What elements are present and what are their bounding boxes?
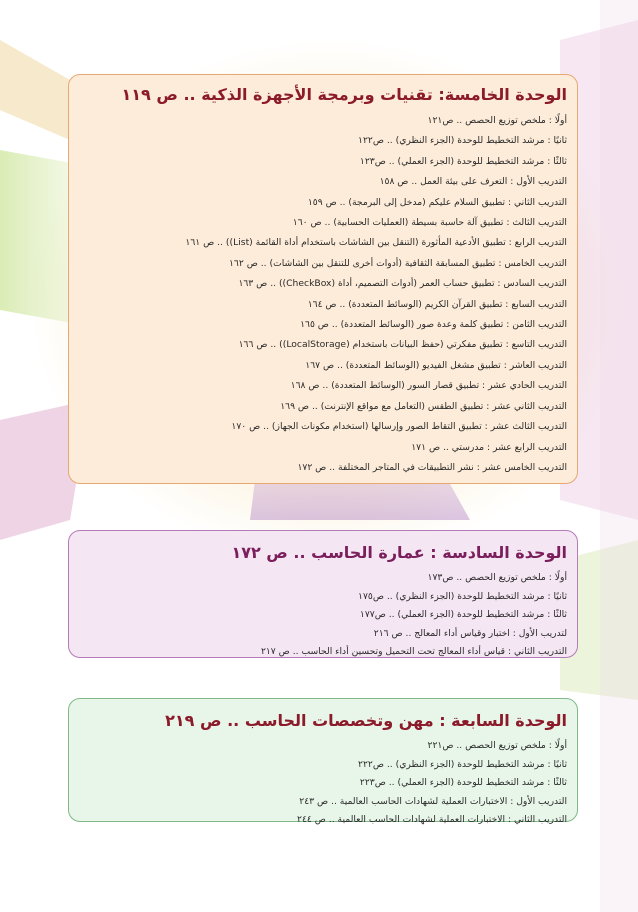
list-item: لتدريب الأول : اختبار وقياس أداء المعالج .. ص ٢١٦ — [373, 627, 567, 639]
list-item: ثانيًا : مرشد التخطيط للوحدة (الجزء النظري) .. ص١٧٥ — [358, 590, 567, 602]
list-item: ثالثًا : مرشد التخطيط للوحدة (الجزء العملي) .. ص٢٢٣ — [359, 777, 567, 788]
list-item: التدريب الثاني : تطبيق السلام عليكم (مدخل إلى البرمجة) .. ص ١٥٩ — [307, 196, 567, 208]
list-item: التدريب الرابع : تطبيق الأدعية المأثورة (التنقل بين الشاشات باستخدام أداة القائمة (List)) .. ص ١٦١ — [185, 237, 567, 249]
list-item: التدريب الخامس : تطبيق المسابقة الثقافية (أدوات أخرى للتنقل بين الشاشات) .. ص ١٦٢ — [228, 257, 567, 269]
list-item: التدريب الأول : الاختبارات العملية لشهادات الحاسب العالمية .. ص ٢٤٣ — [299, 795, 567, 807]
list-item: أولًا : ملخص توزيع الحصص .. ص٢٢١ — [427, 740, 567, 751]
list-item: التدريب الثالث : تطبيق آلة حاسبة بسيطة (العمليات الحسابية) .. ص ١٦٠ — [292, 217, 567, 229]
unit-7-card — [68, 698, 578, 825]
list-item: التدريب الثاني : الاختبارات العملية لشهادات الحاسب العالمية .. ص ٢٤٤ — [297, 814, 567, 825]
list-item: ثانيًا : مرشد التخطيط للوحدة (الجزء النظري) .. ص٢٢٢ — [358, 758, 567, 770]
unit-6-card — [68, 530, 578, 658]
list-item: التدريب السادس : تطبيق حساب العمر (أدوات التصميم، أداة (CheckBox)) .. ص ١٦٣ — [238, 278, 567, 290]
list-item: التدريب السابع : تطبيق القرآن الكريم (الوسائط المتعددة) .. ص ١٦٤ — [307, 298, 567, 310]
unit-6-title: الوحدة السادسة : عمارة الحاسب .. ص ١٧٢ — [231, 543, 567, 562]
list-item: التدريب الثاني : قياس أداء المعالج تحت التحميل وتحسين أداء الحاسب .. ص ٢١٧ — [260, 646, 567, 657]
list-item: التدريب الخامس عشر : نشر التطبيقات في المتاجر المختلفة .. ص ١٧٢ — [297, 461, 567, 473]
unit-5-title: الوحدة الخامسة: تقنيات وبرمجة الأجهزة الذكية .. ص ١١٩ — [121, 85, 567, 104]
list-item: التدريب الثاني عشر : تطبيق الطقس (التعامل مع مواقع الإنترنت) .. ص ١٦٩ — [280, 400, 567, 412]
unit-6-list — [83, 569, 567, 662]
list-item: التدريب الأول : التعرف على بيئة العمل .. ص ١٥٨ — [379, 176, 567, 188]
list-item: التدريب الحادي عشر : تطبيق قصار السور (الوسائط المتعددة) .. ص ١٦٨ — [290, 380, 567, 392]
list-item: التدريب الرابع عشر : مدرستي .. ص ١٧١ — [411, 441, 567, 453]
list-item: ثانيًا : مرشد التخطيط للوحدة (الجزء النظري) .. ص١٢٢ — [358, 135, 567, 147]
list-item: التدريب التاسع : تطبيق مفكرتي (حفظ البيانات باستخدام (LocalStorage)) .. ص ١٦٦ — [238, 339, 567, 351]
list-item: ثالثًا : مرشد التخطيط للوحدة (الجزء العملي) .. ص١٢٣ — [359, 155, 567, 167]
unit-7-list — [83, 737, 567, 830]
unit-7-title: الوحدة السابعة : مهن وتخصصات الحاسب .. ص ٢١٩ — [165, 711, 567, 730]
unit-5-card — [68, 74, 578, 484]
list-item: التدريب الثالث عشر : تطبيق التقاط الصور وإرسالها (استخدام مكونات الجهاز) .. ص ١٧٠ — [231, 421, 567, 433]
list-item: أولًا : ملخص توزيع الحصص .. ص١٧٣ — [427, 572, 567, 583]
list-item: أولًا : ملخص توزيع الحصص .. ص١٢١ — [427, 115, 567, 126]
list-item: التدريب العاشر : تطبيق مشغل الفيديو (الوسائط المتعددة) .. ص ١٦٧ — [305, 359, 567, 371]
list-item: التدريب الثامن : تطبيق كلمة وعدة صور (الوسائط المتعددة) .. ص ١٦٥ — [300, 319, 567, 331]
list-item: ثالثًا : مرشد التخطيط للوحدة (الجزء العملي) .. ص١٧٧ — [359, 609, 567, 620]
unit-5-list — [83, 111, 567, 478]
